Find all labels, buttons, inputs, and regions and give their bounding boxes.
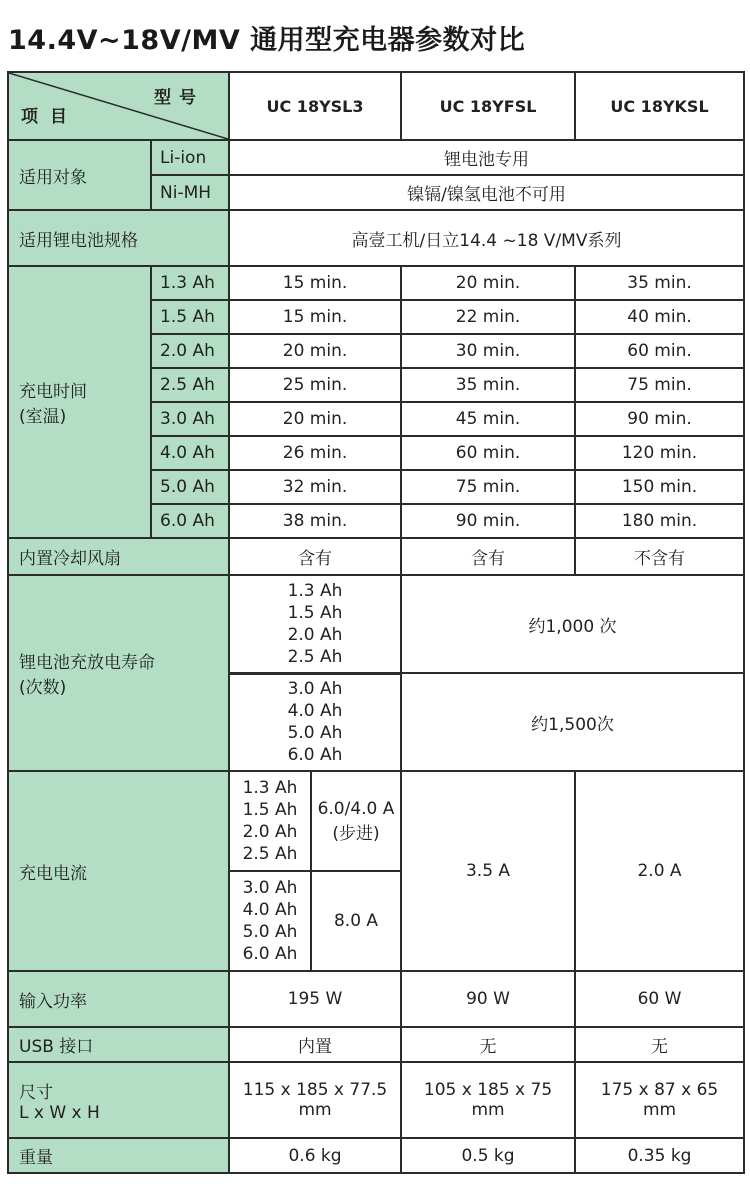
usb-value: 内置: [229, 1027, 401, 1062]
weight-label: 重量: [8, 1138, 229, 1173]
charge-time-label: 充电时间 (室温): [8, 266, 151, 538]
charge-time-cell: 32 min.: [229, 470, 401, 504]
fan-value: 不含有: [575, 538, 744, 575]
charge-time-cell: 35 min.: [401, 368, 575, 402]
charge-time-cell: 60 min.: [575, 334, 744, 368]
charge-time-cell: 15 min.: [229, 300, 401, 334]
size-value: 115 x 185 x 77.5 mm: [229, 1062, 401, 1138]
battery-spec-label: 适用锂电池规格: [8, 210, 229, 266]
li-ion-value: 锂电池专用: [229, 140, 744, 175]
model-header-1: UC 18YSL3: [229, 72, 401, 140]
charge-time-cell: 38 min.: [229, 504, 401, 538]
charge-time-cell: 15 min.: [229, 266, 401, 300]
charge-time-capacity: 5.0 Ah: [151, 470, 229, 504]
charge-current-yksl: 2.0 A: [575, 771, 744, 971]
power-value: 195 W: [229, 971, 401, 1027]
usb-value: 无: [401, 1027, 575, 1062]
charge-time-cell: 20 min.: [229, 402, 401, 436]
usb-label: USB 接口: [8, 1027, 229, 1062]
charge-time-capacity: 1.5 Ah: [151, 300, 229, 334]
weight-value: 0.5 kg: [401, 1138, 575, 1173]
cycle-life-capacities: 1.3 Ah 1.5 Ah 2.0 Ah 2.5 Ah: [229, 575, 401, 673]
charge-time-cell: 26 min.: [229, 436, 401, 470]
cycle-life-capacities: 3.0 Ah 4.0 Ah 5.0 Ah 6.0 Ah: [229, 673, 401, 771]
model-header-2: UC 18YFSL: [401, 72, 575, 140]
charge-time-cell: 45 min.: [401, 402, 575, 436]
charge-time-cell: 120 min.: [575, 436, 744, 470]
charge-time-cell: 90 min.: [401, 504, 575, 538]
charge-current-value: 8.0 A: [311, 871, 401, 971]
charge-time-cell: 75 min.: [575, 368, 744, 402]
charge-current-capacities: 1.3 Ah 1.5 Ah 2.0 Ah 2.5 Ah: [229, 771, 311, 871]
spec-table: [7, 71, 745, 1174]
size-label: 尺寸 L x W x H: [8, 1062, 229, 1138]
cycle-life-value: 约1,000 次: [401, 575, 744, 673]
power-value: 60 W: [575, 971, 744, 1027]
charge-current-capacities: 3.0 Ah 4.0 Ah 5.0 Ah 6.0 Ah: [229, 871, 311, 971]
model-header-3: UC 18YKSL: [575, 72, 744, 140]
charge-time-cell: 30 min.: [401, 334, 575, 368]
weight-value: 0.35 kg: [575, 1138, 744, 1173]
fan-label: 内置冷却风扇: [8, 538, 229, 575]
charge-current-label: 充电电流: [8, 771, 229, 971]
cycle-life-label: 锂电池充放电寿命 (次数): [8, 575, 229, 771]
charge-time-cell: 150 min.: [575, 470, 744, 504]
applicable-label: 适用对象: [8, 140, 151, 210]
power-value: 90 W: [401, 971, 575, 1027]
charge-time-capacity: 2.5 Ah: [151, 368, 229, 402]
page-title: 14.4V~18V/MV 通用型充电器参数对比: [8, 25, 526, 56]
charge-time-cell: 60 min.: [401, 436, 575, 470]
battery-spec-value: 高壹工机/日立14.4 ~18 V/MV系列: [229, 210, 744, 266]
cycle-life-value: 约1,500次: [401, 673, 744, 771]
charge-time-capacity: 1.3 Ah: [151, 266, 229, 300]
charge-time-cell: 40 min.: [575, 300, 744, 334]
power-label: 输入功率: [8, 971, 229, 1027]
fan-value: 含有: [229, 538, 401, 575]
charge-current-value: 6.0/4.0 A (步进): [311, 771, 401, 871]
model-label: 型号: [154, 88, 204, 108]
charge-time-capacity: 6.0 Ah: [151, 504, 229, 538]
charge-time-cell: 180 min.: [575, 504, 744, 538]
ni-mh-label: Ni-MH: [151, 175, 229, 210]
charge-time-cell: 20 min.: [401, 266, 575, 300]
item-label: 项目: [21, 107, 79, 127]
charge-time-cell: 90 min.: [575, 402, 744, 436]
charge-time-cell: 20 min.: [229, 334, 401, 368]
charge-time-capacity: 2.0 Ah: [151, 334, 229, 368]
usb-value: 无: [575, 1027, 744, 1062]
weight-value: 0.6 kg: [229, 1138, 401, 1173]
header-corner-cell: [8, 72, 229, 140]
charge-time-cell: 35 min.: [575, 266, 744, 300]
li-ion-label: Li-ion: [151, 140, 229, 175]
ni-mh-value: 镍镉/镍氢电池不可用: [229, 175, 744, 210]
charge-time-cell: 22 min.: [401, 300, 575, 334]
charge-current-yfsl: 3.5 A: [401, 771, 575, 971]
charge-time-capacity: 3.0 Ah: [151, 402, 229, 436]
charge-time-cell: 75 min.: [401, 470, 575, 504]
size-value: 175 x 87 x 65 mm: [575, 1062, 744, 1138]
charge-time-capacity: 4.0 Ah: [151, 436, 229, 470]
charge-time-cell: 25 min.: [229, 368, 401, 402]
size-value: 105 x 185 x 75 mm: [401, 1062, 575, 1138]
fan-value: 含有: [401, 538, 575, 575]
